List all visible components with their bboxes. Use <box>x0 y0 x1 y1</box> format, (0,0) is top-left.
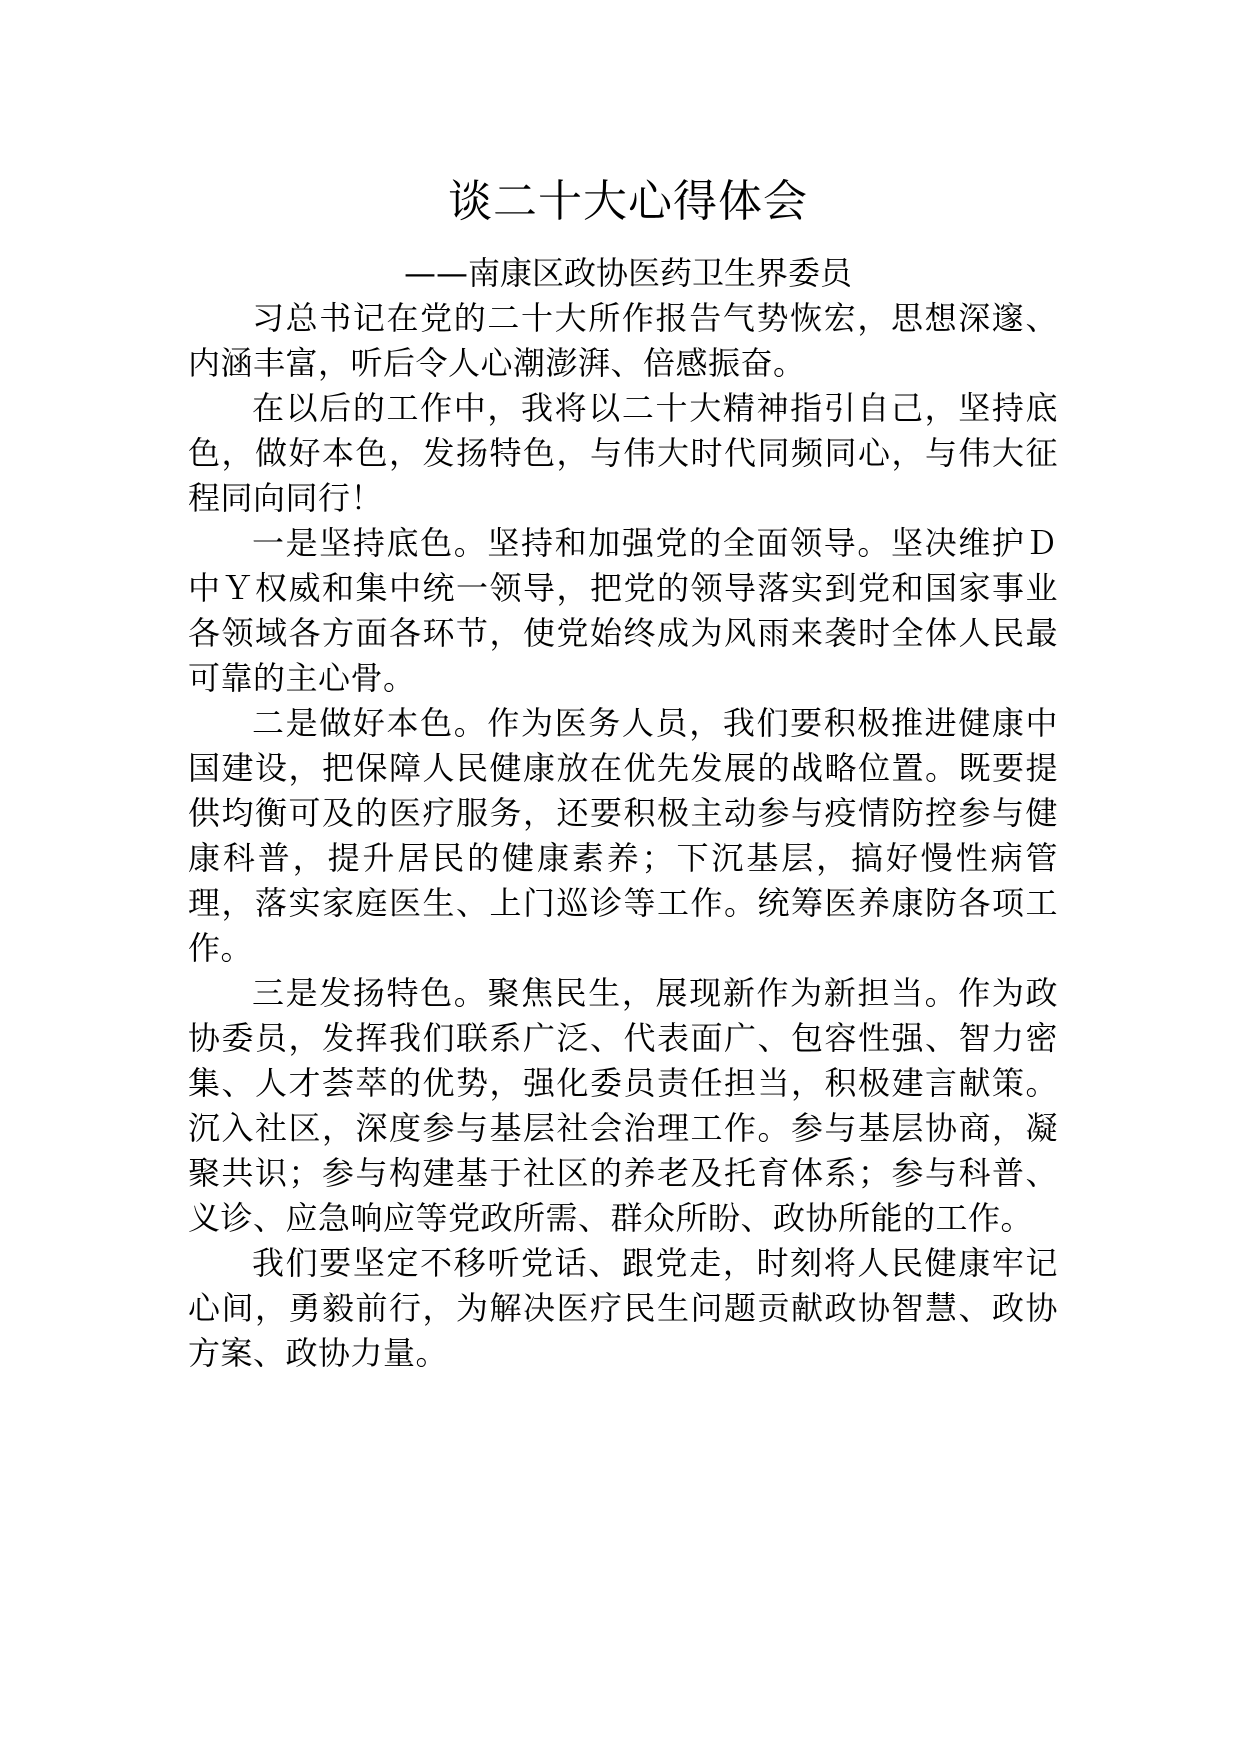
paragraph-intro: 习总书记在党的二十大所作报告气势恢宏，思想深邃、内涵丰富，听后令人心潮澎湃、倍感振奋。 <box>188 299 1058 382</box>
paragraph-commitment: 在以后的工作中，我将以二十大精神指引自己，坚持底色，做好本色，发扬特色，与伟大时代同频同心，与伟大征程同向同行！ <box>188 389 1058 517</box>
document-content <box>188 168 1058 1376</box>
document-subtitle: ——南康区政协医药卫生界委员 <box>403 254 852 292</box>
paragraph-point-three: 三是发扬特色。聚焦民生，展现新作为新担当。作为政协委员，发挥我们联系广泛、代表面广、包容性强、智力密集、人才荟萃的优势，强化委员责任担当，积极建言献策。沉入社区，深度参与基层社会治理工作。参与基层协商，凝聚共识；参与构建基于社区的养老及托育体系；参与科普、义诊、应急响应等党政所需、群众所盼、政协所能的工作。 <box>188 974 1058 1237</box>
paragraph-point-two: 二是做好本色。作为医务人员，我们要积极推进健康中国建设，把保障人民健康放在优先发展的战略位置。既要提供均衡可及的医疗服务，还要积极主动参与疫情防控参与健康科普，提升居民的健康素养；下沉基层，搞好慢性病管理，落实家庭医生、上门巡诊等工作。统筹医养康防各项工作。 <box>188 704 1058 967</box>
document-title: 谈二十大心得体会 <box>448 176 808 227</box>
paragraph-point-one: 一是坚持底色。坚持和加强党的全面领导。坚决维护Ｄ中Ｙ权威和集中统一领导，把党的领导落实到党和国家事业各领域各方面各环节，使党始终成为风雨来袭时全体人民最可靠的主心骨。 <box>188 524 1058 697</box>
paragraph-conclusion: 我们要坚定不移听党话、跟党走，时刻将人民健康牢记心间，勇毅前行，为解决医疗民生问题贡献政协智慧、政协方案、政协力量。 <box>188 1244 1058 1372</box>
